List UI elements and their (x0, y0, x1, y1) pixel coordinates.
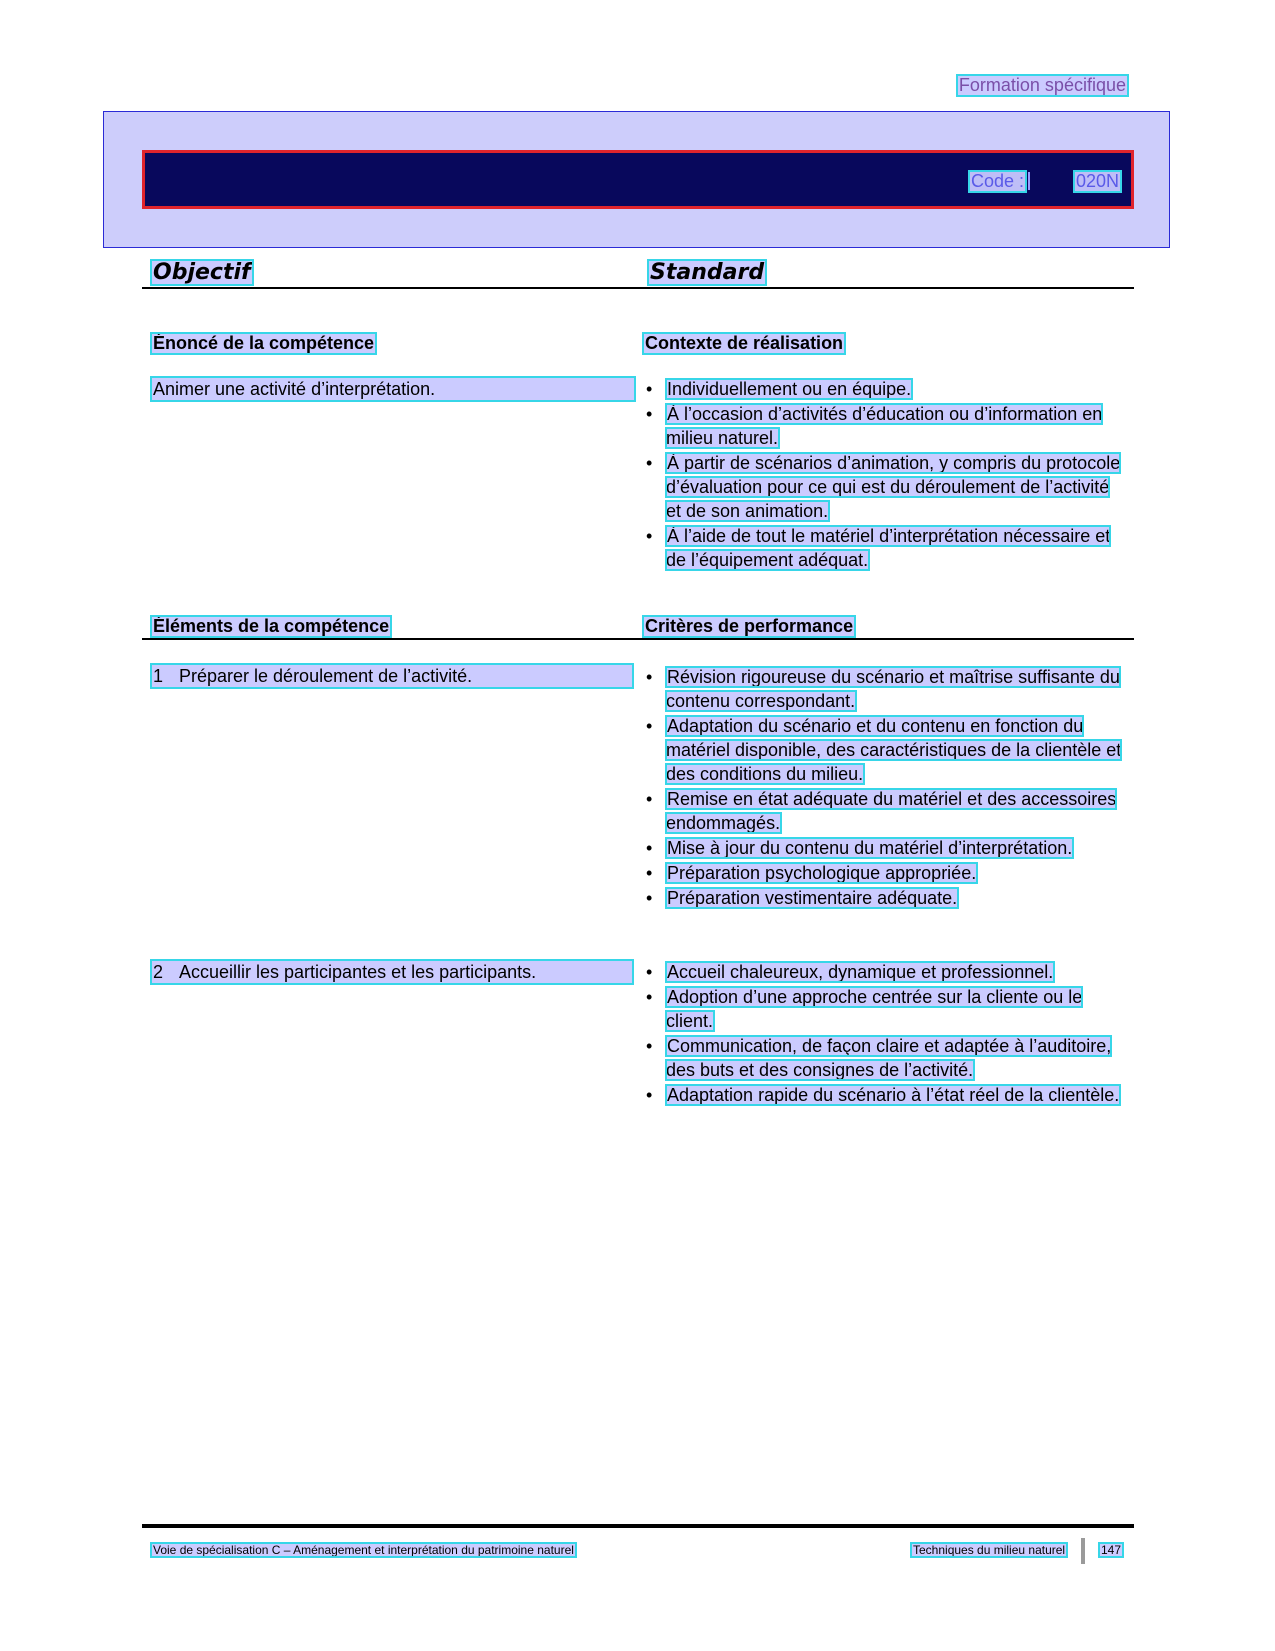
element-text: Préparer le déroulement de l’activité. (179, 666, 473, 686)
footer-separator (1081, 1538, 1085, 1564)
bullet-icon: • (646, 1036, 653, 1056)
enonce-label: Énoncé de la compétence (153, 333, 375, 353)
element-item (151, 664, 633, 688)
criteria-list (643, 665, 1123, 911)
bullet-text: Accueil chaleureux, dynamique et professionnel. (667, 962, 1054, 982)
contexte-list (643, 377, 1123, 573)
criteria-list (643, 960, 1123, 1108)
bullet-icon: • (646, 379, 653, 399)
bullet-item (643, 377, 1123, 401)
bullet-item (643, 787, 1123, 835)
bullet-item (643, 451, 1123, 523)
bullet-text: Mise à jour du contenu du matériel d’interprétation. (667, 838, 1073, 858)
element-item (151, 960, 633, 984)
bullet-icon: • (646, 716, 653, 736)
bullet-text: À partir de scénarios d’animation, y compris du protocole d’évaluation pour ce qui est du déroulement de l’activité et de son animation. (666, 453, 1121, 521)
contexte-label: Contexte de réalisation (645, 333, 844, 353)
bullet-icon: • (646, 987, 653, 1007)
bullet-icon: • (646, 888, 653, 908)
bullet-item (643, 1034, 1123, 1082)
code-value: 020N (1076, 171, 1120, 191)
bullet-item (643, 985, 1123, 1033)
page-number: 147 (1101, 1543, 1122, 1557)
bullet-text: Adaptation rapide du scénario à l’état réel de la clientèle. (667, 1085, 1120, 1105)
bullet-item (643, 1083, 1123, 1107)
bullet-item (643, 665, 1123, 713)
bullet-icon: • (646, 667, 653, 687)
bullet-icon: • (646, 1085, 653, 1105)
code-label: Code : (971, 171, 1025, 191)
footer-rule (142, 1524, 1134, 1528)
bullet-text: Adaptation du scénario et du contenu en fonction du matériel disponible, des caractéristiques de la clientèle et des conditions du milieu. (666, 716, 1122, 784)
bullet-item (643, 960, 1123, 984)
bullet-item (643, 861, 1123, 885)
enonce-text: Animer une activité d’interprétation. (151, 377, 635, 401)
bullet-text: Remise en état adéquate du matériel et des accessoires endommagés. (666, 789, 1117, 833)
bullet-icon: • (646, 838, 653, 858)
bullet-text: À l’aide de tout le matériel d’interprétation nécessaire et de l’équipement adéquat. (666, 526, 1111, 570)
footer-left-text: Voie de spécialisation C – Aménagement et interprétation du patrimoine naturel (153, 1543, 574, 1557)
bullet-icon: • (646, 789, 653, 809)
criteres-label: Critères de performance (645, 616, 854, 636)
section-rule (142, 638, 1134, 640)
bullet-item (643, 836, 1123, 860)
column-title-objectif: Objectif (153, 260, 251, 285)
column-title-standard: Standard (650, 260, 765, 285)
bullet-item (643, 714, 1123, 786)
bullet-item (643, 524, 1123, 572)
bullet-icon: • (646, 863, 653, 883)
elements-label: Éléments de la compétence (153, 616, 390, 636)
bullet-icon: • (646, 453, 653, 473)
element-number: 1 (153, 666, 164, 686)
bullet-item (643, 402, 1123, 450)
bullet-icon: • (646, 962, 653, 982)
section-label: Formation spécifique (958, 75, 1126, 95)
footer-right-text: Techniques du milieu naturel (913, 1543, 1066, 1557)
bullet-text: Communication, de façon claire et adaptée à l’auditoire, des buts et des consignes de l’activité. (666, 1036, 1112, 1080)
bullet-text: À l’occasion d’activités d’éducation ou d’information en milieu naturel. (666, 404, 1103, 448)
element-number: 2 (153, 962, 164, 982)
header-rule (142, 287, 1134, 289)
bullet-icon: • (646, 526, 653, 546)
bullet-text: Préparation psychologique appropriée. (667, 863, 977, 883)
code-separator (1028, 172, 1030, 190)
bullet-icon: • (646, 404, 653, 424)
bullet-item (643, 886, 1123, 910)
bullet-text: Individuellement ou en équipe. (667, 379, 912, 399)
element-text: Accueillir les participantes et les participants. (179, 962, 537, 982)
bullet-text: Adoption d’une approche centrée sur la cliente ou le client. (666, 987, 1083, 1031)
bullet-text: Révision rigoureuse du scénario et maîtrise suffisante du contenu correspondant. (666, 667, 1120, 711)
bullet-text: Préparation vestimentaire adéquate. (667, 888, 958, 908)
